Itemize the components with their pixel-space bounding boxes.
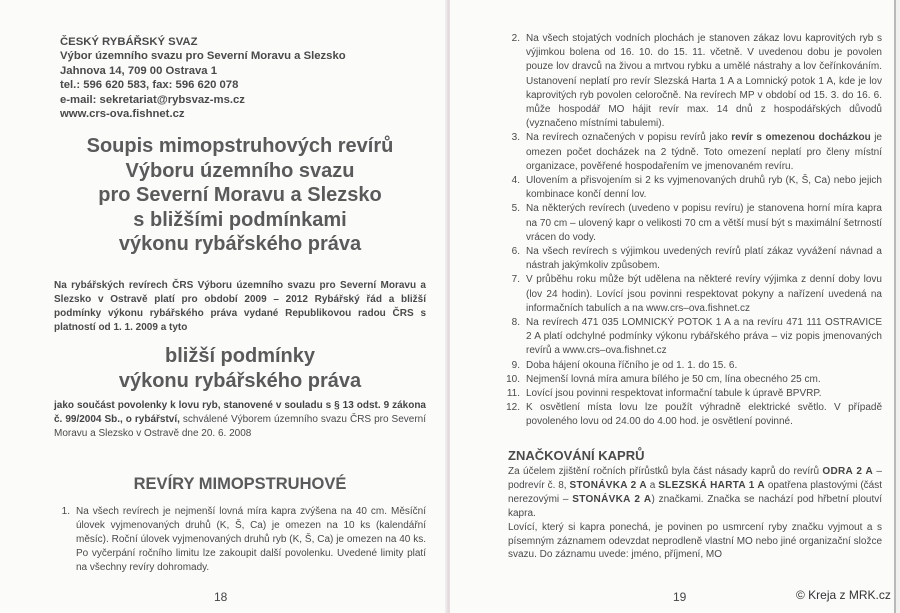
rule-text: Doba hájení okouna říčního je od 1. 1. do 15. 6.	[526, 359, 738, 371]
rule-text: Lovící jsou povinni respektovat informační tabule k úpravě BPVRP.	[526, 388, 822, 400]
rule-text: je omezen počet docházek na 2 týdně. Toto omezení neplatí pro členy místní organizace, pověřené hospodařením ve jmenovaném revíru.	[526, 132, 882, 172]
rule-item	[54, 505, 426, 575]
rule-item	[504, 131, 882, 174]
left-page	[0, 0, 448, 613]
main-title	[50, 134, 430, 257]
bold-run: ODRA 2 A	[822, 466, 874, 477]
page-number-right: 19	[673, 590, 687, 604]
rule-text: Na revírech 471 035 LOMNICKÝ POTOK 1 A a na revíru 471 111 OSTRAVICE 2 A platí odchylné podmínky výkonu rybářského práva – viz popis jmenovaných revírů a www.crs–ova.fishnet.cz	[526, 317, 882, 357]
declaration-paragraph	[54, 399, 426, 441]
rule-text: Nejmenší lovná míra amura bílého je 50 cm, lína obecného 25 cm.	[526, 373, 821, 385]
rule-text: V průběhu roku může být udělena na některé revíry výjimka z denní doby lovu (lov 24 hodin). Lovící jsou povinni respektovat pokyny a nařízení uvedená na informačních tabulích a na www.crs–ova.fishnet.cz	[526, 274, 882, 314]
rule-text: Ulovením a přisvojením si 2 ks vyjmenovaných druhů ryb (K, Š, Ca) nebo jejich kombinace končí denní lov.	[526, 175, 882, 201]
org-name: ČESKÝ RYBÁŘSKÝ SVAZ	[60, 36, 198, 48]
rule-number: 1.	[61, 506, 70, 517]
rule-number: 11.	[506, 388, 520, 400]
marking-paragraph-2: Lovící, který si kapra ponechá, je povinen po usmrcení ryby značku vyjmout a s písemným záznamem odevzdat neprodleně vlastní MO nebo jiné organizační složce svazu. Do záznamu uvede: jméno, příjmení, MO	[508, 521, 882, 561]
bold-run: STONÁVKA 2 A	[569, 479, 647, 491]
rule-text: Na některých revírech (uvedeno v popisu revíru) je stanovena horní míra kapra na 70 cm – ulovený kapr o velikosti 70 cm a větší musí být s maximální šetrností vrácen do vody.	[526, 203, 882, 243]
org-address: Jahnova 14, 709 00 Ostrava 1	[60, 64, 218, 77]
marking-paragraph-1	[508, 465, 882, 521]
marking-section-title: ZNAČKOVÁNÍ KAPRŮ	[508, 448, 645, 463]
main-title-line: s bližšími podmínkami	[133, 208, 347, 231]
text-run: Za účelem zjištění ročních přírůstků byla část násady kaprů do revírů	[508, 466, 823, 477]
main-title-line: pro Severní Moravu a Slezsko	[98, 184, 382, 206]
page-number-left: 18	[214, 590, 228, 604]
rule-number: 8.	[511, 317, 520, 329]
rules-list-left	[54, 505, 426, 575]
rule-number: 10.	[506, 373, 520, 385]
rule-text: K osvětlení místa lovu lze použít výhradně elektrické světlo. V případě povoleného lovu od 24.00 do 4.00 hod. je osvětlení povinné.	[526, 402, 882, 428]
rule-item	[504, 401, 882, 429]
rule-text: Na všech stojatých vodních plochách je stanoven zákaz lovu kaprovitých ryb s výjimkou bolena od 16. 10. do 15. 11. včetně. V uvedenou dobu je povolen pouze lov dravců na živou a mrtvou rybku a umělé nástrahy a lov čeřínkováním. Ustanovení neplatí pro revír Slezská Harta 1 A a Lomnický potok 1 A, kde je lov kaprovitých ryb povolen celoročně. Na revírech MP v období od 15. 3. do 16. 6. může hospodář MO hájit revír max. 14 dnů z hospodářských důvodů (vyznačeno místními tabulemi).	[526, 33, 882, 130]
rules-list-right	[504, 32, 882, 430]
bold-run: SLEZSKÁ HARTA 1 A	[658, 479, 765, 491]
rule-text-pre: Na revírech označených v popisu revírů jako	[526, 132, 732, 144]
rule-number: 6.	[511, 246, 520, 258]
declaration-bold: jako součást povolenky k lovu ryb, stanovené v souladu s § 13 odst. 9 zákona č. 99/2004 Sb., o rybářství,	[54, 400, 426, 425]
page-edge-strip	[896, 0, 900, 613]
declaration-rest: schválené Výborem územního svazu ČRS pro Severní Moravu a Slezsko v Ostravě dne 20. 6. 2008	[54, 414, 426, 439]
rule-number: 3.	[511, 132, 520, 144]
sub-title-line: bližší podmínky	[164, 345, 316, 367]
sub-title	[50, 344, 430, 393]
main-title-line: Soupis mimopstruhových revírů	[86, 135, 394, 157]
rule-item	[504, 32, 882, 131]
rule-number: 4.	[511, 175, 520, 187]
section-title: REVÍRY MIMOPSTRUHOVÉ	[133, 475, 347, 493]
rule-item	[504, 202, 882, 245]
rule-number: 7.	[511, 274, 520, 286]
text-run: – podrevír č. 8,	[508, 466, 882, 491]
rule-number: 5.	[511, 203, 520, 215]
rule-number: 9.	[511, 359, 520, 371]
rule-item	[504, 245, 882, 273]
sub-title-line: výkonu rybářského práva	[118, 369, 362, 392]
org-phone: tel.: 596 620 583, fax: 596 620 078	[60, 79, 239, 92]
rule-item	[504, 174, 882, 202]
rule-item	[504, 273, 882, 316]
rule-item	[504, 387, 882, 401]
rule-number: 12.	[506, 402, 520, 414]
rule-number: 2.	[511, 33, 520, 44]
org-web: www.crs-ova.fishnet.cz	[60, 108, 185, 121]
marking-text	[508, 465, 882, 562]
intro-paragraph: Na rybářských revírech ČRS Výboru územního svazu pro Severní Moravu a Slezsko v Ostravě platí pro období 2009 – 2012 Rybářský řád a bližší podmínky výkonu rybářského práva vydané Republikovou radou ČRS s platností od 1. 1. 2009 a tyto	[54, 280, 426, 333]
rule-item	[504, 359, 882, 373]
rule-item	[504, 373, 882, 387]
rule-text: Na všech revírech je nejmenší lovná míra kapra zvýšena na 40 cm. Měsíční úlovek vyjmenovaných druhů (K, Š, Ca) je omezen na 10 ks (kalendářní měsíc). Roční úlovek vyjmenovaných druhů ryb (K, Š, Ca) je omezen na 40 ks. Po vyčerpání ročního limitu lze zakoupit další povolenku. Uvedené limity platí na všechny revíry dohromady.	[76, 506, 426, 573]
text-run: ) značkami. Značka se nachází pod hřbetní ploutví kapra.	[508, 493, 883, 519]
bold-run: STONÁVKA 2 A	[572, 493, 652, 505]
org-email: e-mail: sekretariat@rybsvaz-ms.cz	[60, 93, 245, 106]
credit-watermark: © Kreja z MRK.cz	[796, 588, 891, 602]
main-title-line: Výboru územního svazu	[125, 159, 355, 182]
text-run: a	[646, 479, 659, 491]
rule-text-bold: revír s omezenou docházkou	[731, 132, 871, 144]
rule-item	[504, 316, 882, 359]
text-run: opatřena plastovými (část nerezovými –	[508, 479, 883, 505]
rule-text: Na všech revírech s výjimkou uvedených revírů platí zákaz vyvážení návnad a nástrah jakýmkoliv způsobem.	[526, 246, 882, 272]
main-title-line: výkonu rybářského práva	[118, 233, 362, 255]
organization-header	[60, 35, 440, 121]
org-branch: Výbor územního svazu pro Severní Moravu a Slezsko	[60, 50, 346, 63]
